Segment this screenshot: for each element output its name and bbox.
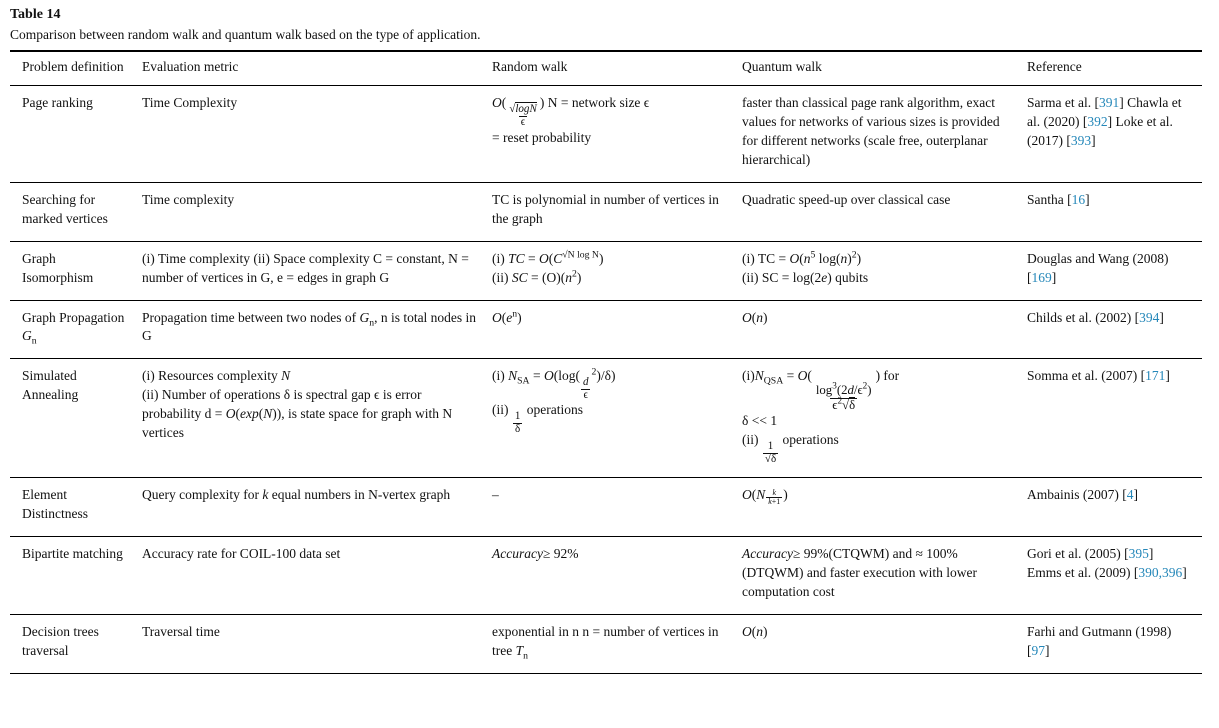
table-row: [10, 182, 1202, 241]
header-row: [10, 51, 1202, 85]
cell-problem-definition: Bipartite matching: [10, 537, 142, 615]
table-body: [10, 86, 1202, 673]
citation-link[interactable]: 169: [1031, 269, 1052, 285]
citation-link[interactable]: 391: [1098, 95, 1120, 111]
table-row: [10, 614, 1202, 673]
cell-evaluation-metric: Query complexity for k equal numbers in N-vertex graph: [142, 478, 492, 537]
citation-link[interactable]: 16: [1071, 191, 1086, 207]
cell-evaluation-metric: Propagation time between two nodes of $G_n$, n is total nodes in G: [142, 300, 492, 359]
cell-reference: Douglas and Wang (2008) [169]: [1027, 241, 1202, 300]
citation-link[interactable]: 393: [1070, 133, 1092, 149]
cell-reference: Farhi and Gutmann (1998) [97]: [1027, 614, 1202, 673]
cell-quantum-walk: O(n): [742, 614, 1027, 673]
table-caption: Comparison between random walk and quantum walk based on the type of application.: [10, 26, 481, 42]
cell-problem-definition: Decision trees traversal: [10, 614, 142, 673]
cell-quantum-walk: $(i)N_{QSA} = O$( $\frac{\log^3(2d/\epsilon^2)}{\epsilon^2√\delta}$ ) for δ << 1 (ii) $\frac{1}{√\delta}$ operations: [742, 359, 1027, 478]
table-row: [10, 478, 1202, 537]
comparison-table: [10, 50, 1202, 673]
column-header-quantum-walk: Quantum walk: [742, 51, 1027, 85]
cell-evaluation-metric: Accuracy rate for COIL-100 data set: [142, 537, 492, 615]
cell-quantum-walk: (i) TC = $O(n^5$ $\log(n)^2$) (ii) SC = log(2e) qubits: [742, 241, 1027, 300]
cell-random-walk: –: [492, 478, 742, 537]
cell-quantum-walk: Quadratic speed-up over classical case: [742, 182, 1027, 241]
citation-link[interactable]: 4: [1126, 487, 1134, 503]
cell-evaluation-metric: (i) Time complexity (ii) Space complexity C = constant, N = number of vertices in G, e = edges in graph G: [142, 241, 492, 300]
cell-quantum-walk: faster than classical page rank algorithm, exact values for networks of various sizes is provided for different networks (scale free, outerplanar hierarchical): [742, 86, 1027, 183]
cell-evaluation-metric: Time Complexity: [142, 86, 492, 183]
table-row: [10, 300, 1202, 359]
cell-reference: Gori et al. (2005) [395] Emms et al. (2009) [390,396]: [1027, 537, 1202, 615]
table-title: Table 14: [10, 7, 61, 22]
citation-link[interactable]: 171: [1145, 368, 1166, 384]
cell-random-walk: $O(e^n)$: [492, 300, 742, 359]
cell-evaluation-metric: Traversal time: [142, 614, 492, 673]
column-header-random-walk: Random walk: [492, 51, 742, 85]
cell-reference: Ambainis (2007) [4]: [1027, 478, 1202, 537]
cell-reference: Somma et al. (2007) [171]: [1027, 359, 1202, 478]
cell-random-walk: O( $\frac{√\log N}{\epsilon}$ ) N = network size ϵ = reset probability: [492, 86, 742, 183]
cell-problem-definition: Element Distinctness: [10, 478, 142, 537]
cell-quantum-walk: Accuracy≥ 99%(CTQWM) and ≈ 100%(DTQWM) and faster execution with lower computation cost: [742, 537, 1027, 615]
column-header-reference: Reference: [1027, 51, 1202, 85]
table-row: [10, 241, 1202, 300]
table-row: [10, 537, 1202, 615]
cell-problem-definition: Graph Isomorphism: [10, 241, 142, 300]
table-header: [10, 51, 1202, 85]
cell-random-walk: Accuracy≥ 92%: [492, 537, 742, 615]
cell-problem-definition: Searching for marked vertices: [10, 182, 142, 241]
cell-reference: Sarma et al. [391] Chawla et al. (2020) [392] Loke et al. (2017) [393]: [1027, 86, 1202, 183]
citation-link[interactable]: 395: [1128, 546, 1149, 562]
column-header-evaluation-metric: Evaluation metric: [142, 51, 492, 85]
citation-link[interactable]: 392: [1087, 114, 1108, 130]
cell-random-walk: (i) $N_{SA} = O(\log$( $\frac{d}{\epsilon}$ $^2$)/δ) (ii) $\frac{1}{\delta}$ operations: [492, 359, 742, 478]
cell-random-walk: (i) TC = $O(C^{√N log N})$ (ii) SC = $(O)(n^2)$: [492, 241, 742, 300]
cell-random-walk: exponential in n n = number of vertices in tree $T_n$: [492, 614, 742, 673]
cell-quantum-walk: O(N $^{\frac{k}{k+1}}$ ): [742, 478, 1027, 537]
cell-evaluation-metric: Time complexity: [142, 182, 492, 241]
cell-random-walk: TC is polynomial in number of vertices in the graph: [492, 182, 742, 241]
column-header-problem-definition: Problem definition: [10, 51, 142, 85]
table-row: [10, 86, 1202, 183]
cell-evaluation-metric: (i) Resources complexity N (ii) Number of operations δ is spectral gap ϵ is error probability d = O(exp(N)), is state space for graph with N vertices: [142, 359, 492, 478]
cell-reference: Childs et al. (2002) [394]: [1027, 300, 1202, 359]
cell-problem-definition: Graph Propagation $G_n$: [10, 300, 142, 359]
citation-link[interactable]: 97: [1031, 642, 1045, 658]
cell-quantum-walk: O(n): [742, 300, 1027, 359]
cell-reference: Santha [16]: [1027, 182, 1202, 241]
citation-link[interactable]: 394: [1139, 309, 1160, 325]
cell-problem-definition: Simulated Annealing: [10, 359, 142, 478]
cell-problem-definition: Page ranking: [10, 86, 142, 183]
citation-link[interactable]: 390,396: [1138, 565, 1183, 581]
table-row: [10, 359, 1202, 478]
